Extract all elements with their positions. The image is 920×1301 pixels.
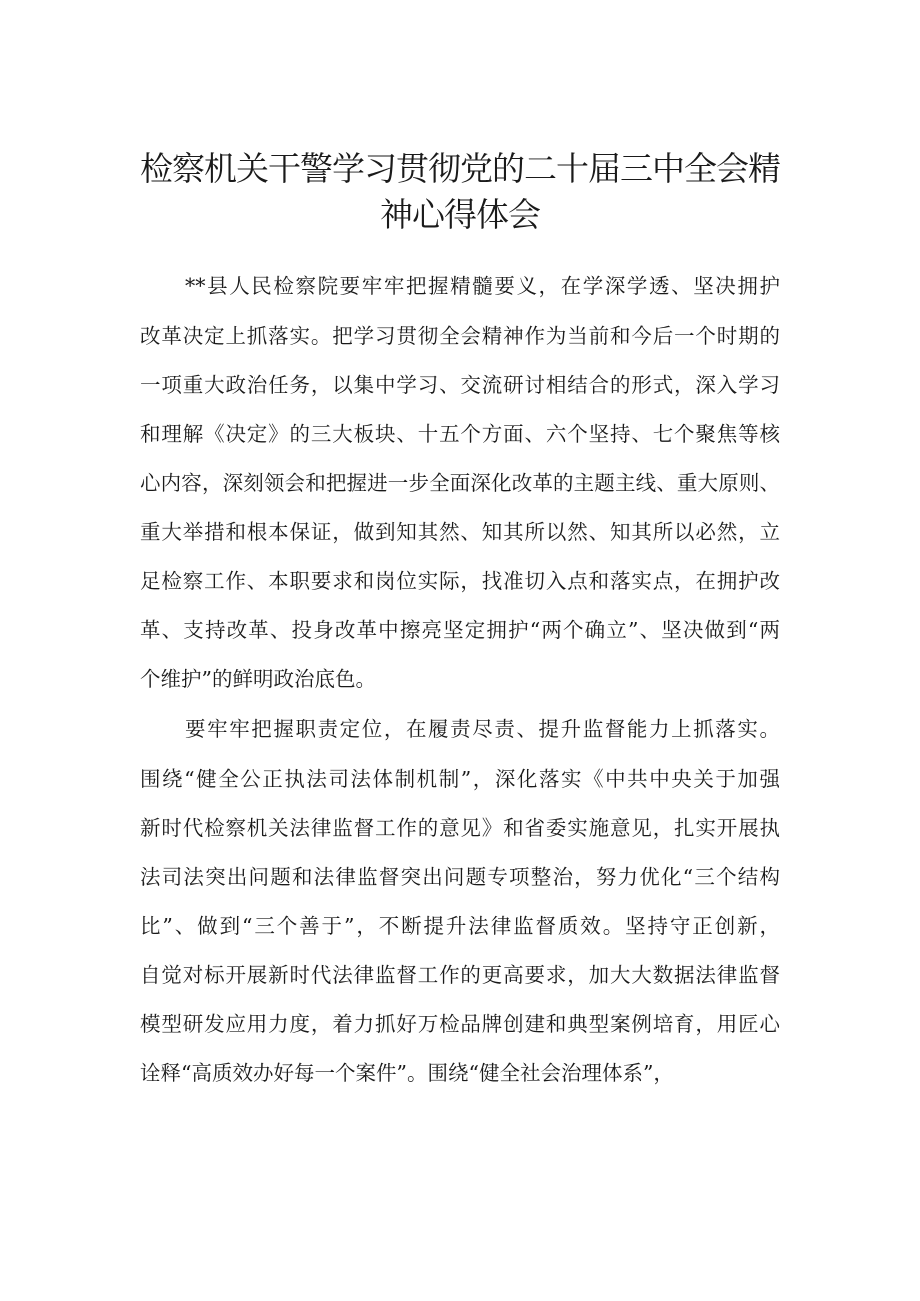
paragraph-line: 一项重大政治任务，以集中学习、交流研讨相结合的形式，深入学习 — [140, 373, 780, 397]
paragraph-line: 心内容，深刻领会和把握进一步全面深化改革的主题主线、重大原则、 — [140, 471, 780, 495]
document-title-line-2: 神心得体会 — [380, 195, 540, 234]
paragraph-line: 新时代检察机关法律监督工作的意见》和省委实施意见，扎实开展执 — [140, 816, 780, 840]
paragraph-line: 和理解《决定》的三大板块、十五个方面、六个坚持、七个聚焦等核 — [140, 422, 780, 446]
paragraph-line: 要牢牢把握职责定位，在履责尽责、提升监督能力上抓落实。 — [185, 717, 780, 741]
paragraph-line: 个维护”的鲜明政治底色。 — [140, 667, 376, 691]
paragraph-line: 足检察工作、本职要求和岗位实际，找准切入点和落实点，在拥护改 — [140, 569, 780, 593]
paragraph-line: 自觉对标开展新时代法律监督工作的更高要求，加大大数据法律监督 — [140, 963, 780, 987]
paragraph-line: 法司法突出问题和法律监督突出问题专项整治，努力优化“三个结构 — [140, 865, 780, 889]
document-title-line-1: 检察机关干警学习贯彻党的二十届三中全会精 — [140, 149, 780, 188]
paragraph-line: 围绕“健全公正执法司法体制机制”，深化落实《中共中央关于加强 — [140, 767, 780, 791]
paragraph-line: 改革决定上抓落实。把学习贯彻全会精神作为当前和今后一个时期的 — [140, 324, 780, 348]
paragraph-line: 革、支持改革、投身改革中擦亮坚定拥护“两个确立”、坚决做到“两 — [140, 618, 780, 642]
paragraph-line: 重大举措和根本保证，做到知其然、知其所以然、知其所以必然，立 — [140, 520, 780, 544]
paragraph-line: 模型研发应用力度，着力抓好万检品牌创建和典型案例培育，用匠心 — [140, 1012, 780, 1036]
paragraph-line: **县人民检察院要牢牢把握精髓要义，在学深学透、坚决拥护 — [185, 274, 780, 298]
paragraph-line: 比”、做到“三个善于”，不断提升法律监督质效。坚持守正创新， — [140, 914, 780, 938]
paragraph-line: 诠释“高质效办好每一个案件”。围绕“健全社会治理体系”， — [140, 1061, 674, 1085]
